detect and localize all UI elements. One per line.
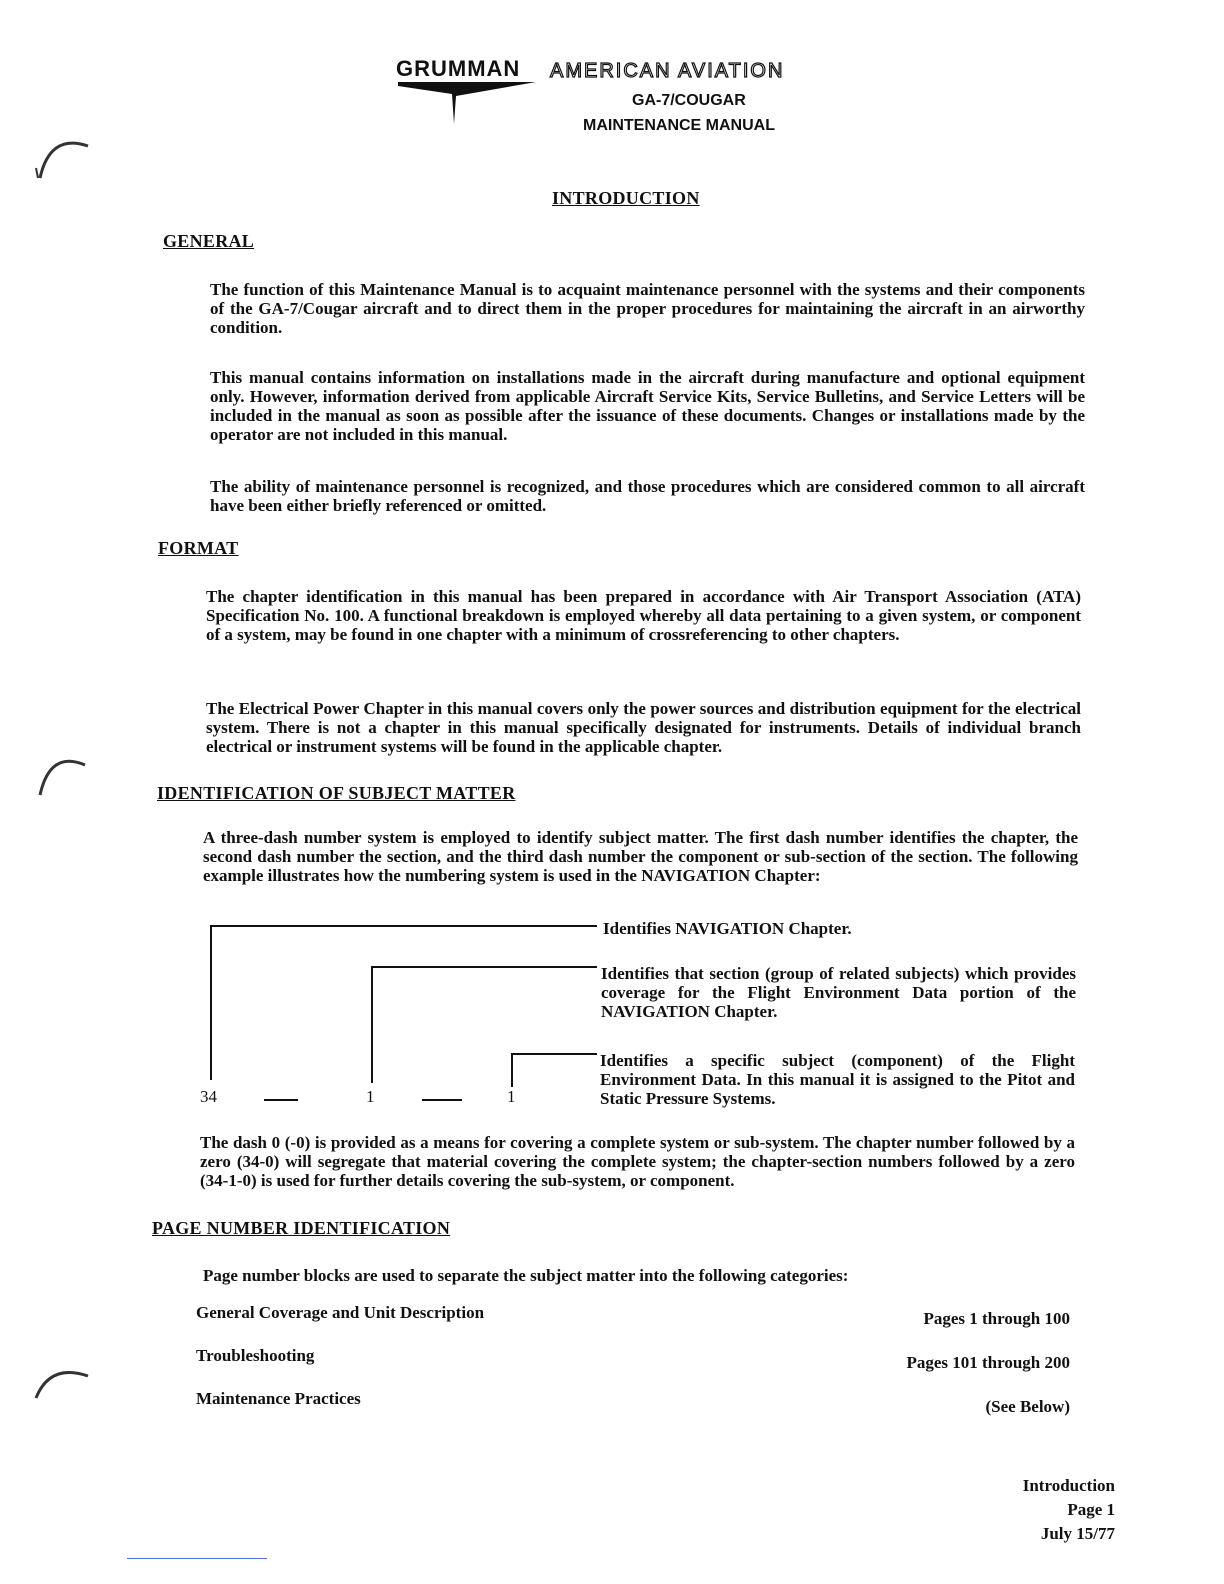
punch-hole-mark [28,1358,108,1418]
page-title: INTRODUCTION [552,188,700,208]
category-pages: Pages 101 through 200 [906,1353,1070,1372]
brand-name: GRUMMAN [396,56,521,81]
identification-paragraph-2: The dash 0 (-0) is provided as a means for covering a complete system or sub-system. The chapter number followed by a zero (34-0) will segregate that material covering the complete system; the chapter-section numbers followed by a zero (34-1-0) is used for further details covering the sub-system, or component. [200,1133,1075,1190]
format-paragraph-1: The chapter identification in this manual has been prepared in accordance with Air Transport Association (ATA) Specification No. 100. A functional breakdown is employed whereby all data pertaining to a given system, or component of a system, may be found in one chapter with a minimum of crossreferencing to other chapters. [206,587,1081,644]
subject-number: 1 [507,1087,516,1106]
model-name: GA-7/COUGAR [632,92,746,109]
diagram-label-section: Identifies that section (group of related subjects) which provides coverage for the Flight Environment Data portion of the NAVIGATION Chapter. [601,964,1076,1021]
bracket-line-subject [511,1053,513,1087]
section-number: 1 [366,1087,375,1106]
footer-section: Introduction [1022,1476,1115,1495]
category-label: General Coverage and Unit Description [196,1303,485,1322]
bracket-line-chapter [210,925,212,1080]
diagram-label-subject: Identifies a specific subject (component) of the Flight Environment Data. In this manual it is assigned to the Pitot and Static Pressure Systems. [600,1051,1075,1108]
bracket-line-subject [511,1053,597,1055]
chapter-number: 34 [200,1087,217,1106]
category-label: Troubleshooting [196,1346,315,1365]
grumman-logo-icon [398,78,538,128]
general-paragraph-3: The ability of maintenance personnel is recognized, and those procedures which are considered common to all aircraft have been either briefly referenced or omitted. [210,477,1085,515]
footer-date: July 15/77 [1040,1524,1115,1543]
category-pages: Pages 1 through 100 [923,1309,1070,1328]
section-heading-format: FORMAT [158,538,239,558]
section-heading-identification: IDENTIFICATION OF SUBJECT MATTER [157,783,516,803]
identification-paragraph-1: A three-dash number system is employed to identify subject matter. The first dash number identifies the chapter, the second dash number the section, and the third dash number the component or sub-section of the section. The following example illustrates how the numbering system is used in the NAVIGATION Chapter: [203,828,1078,885]
general-paragraph-2: This manual contains information on installations made in the aircraft during manufacture and optional equipment only. However, information derived from applicable Aircraft Service Kits, Service Bulletins, and Service Letters will be included in the manual as soon as possible after the issuance of these documents. Changes or installations made by the operator are not included in this manual. [210,368,1085,444]
company-name: AMERICAN AVIATION [550,60,785,82]
format-paragraph-2: The Electrical Power Chapter in this manual covers only the power sources and distribution equipment for the electrical system. There is not a chapter in this manual specifically designated for instruments. Details of individual branch electrical or instrument systems will be found in the applicable chapter. [206,699,1081,756]
bottom-rule [127,1558,267,1559]
general-paragraph-1: The function of this Maintenance Manual is to acquaint maintenance personnel with the systems and their components of the GA-7/Cougar aircraft and to direct them in the proper procedures for maintaining the aircraft in an airworthy condition. [210,280,1085,337]
bracket-line-chapter [210,925,597,927]
punch-hole-mark [30,128,110,188]
bracket-line-section [371,966,597,968]
page-number-intro: Page number blocks are used to separate the subject matter into the following categories: [203,1266,849,1285]
punch-hole-mark [30,745,110,805]
category-pages: (See Below) [985,1397,1070,1416]
section-heading-general: GENERAL [163,231,255,251]
category-label: Maintenance Practices [196,1389,361,1408]
diagram-label-chapter: Identifies NAVIGATION Chapter. [603,919,852,938]
dash-separator [422,1099,462,1101]
bracket-line-section [371,966,373,1083]
dash-separator [264,1099,298,1101]
footer-page: Page 1 [1067,1500,1115,1519]
section-heading-page-number: PAGE NUMBER IDENTIFICATION [152,1218,451,1238]
manual-name: MAINTENANCE MANUAL [583,117,775,134]
